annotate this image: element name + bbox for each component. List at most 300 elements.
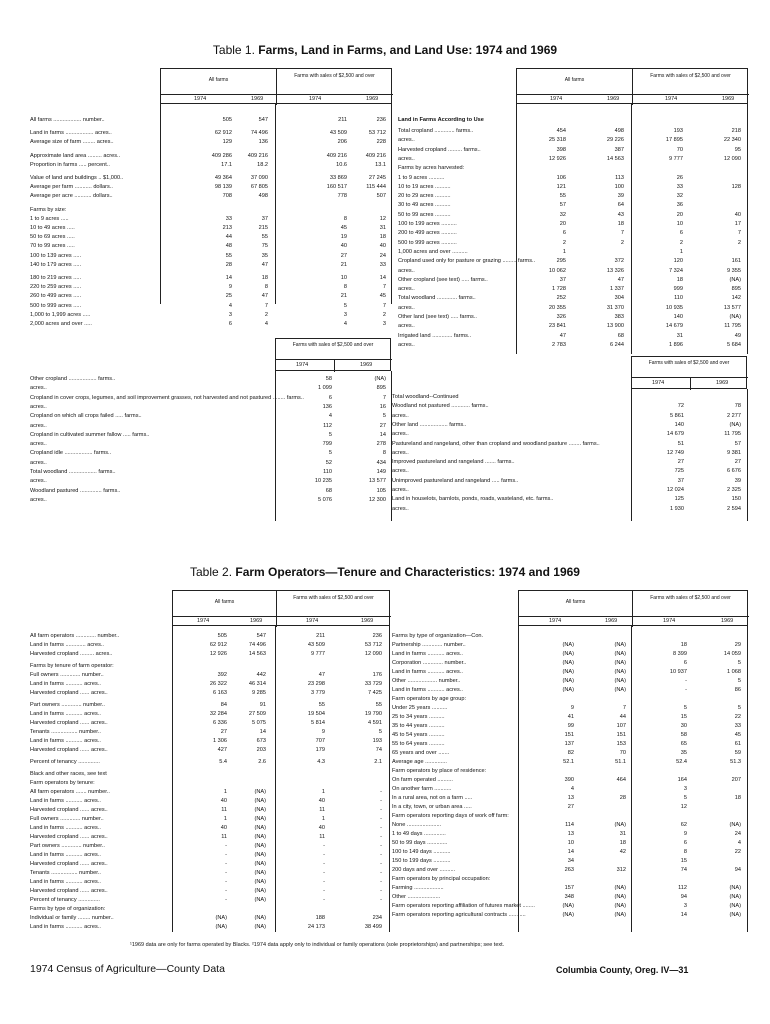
row-label: Part owners ............. number.. <box>30 843 105 849</box>
row-value: (NA) <box>562 651 574 657</box>
row-label: 35 to 44 years .......... <box>392 723 445 729</box>
row-value: 398 <box>556 146 566 153</box>
row-value: 427 <box>217 747 227 753</box>
row-value: 17 <box>734 221 741 227</box>
row-label: acres.. <box>392 505 409 512</box>
row-value: 10 937 <box>669 669 687 675</box>
row-value: 53 712 <box>368 130 386 137</box>
row-value: 59 <box>734 750 741 756</box>
row-label: Unimproved pastureland and rangeland ..... farms.. <box>392 477 519 484</box>
row-value: (NA) <box>562 678 574 684</box>
row-label: Land in farms ........... acres.. <box>30 681 101 687</box>
row-value: 5 <box>328 450 332 457</box>
row-value: 7 <box>737 230 741 237</box>
row-value: 10 <box>340 275 347 281</box>
row-label: Full owners ............. number.. <box>30 672 104 678</box>
row-label: Harvested cropland ...... acres.. <box>30 690 108 696</box>
row-label: acres.. <box>398 286 415 293</box>
row-value: 14 <box>567 849 574 855</box>
row-value: 15 <box>680 858 687 864</box>
row-value: - <box>225 843 227 849</box>
row-label: Farms by acres harvested: <box>398 165 465 172</box>
row-value: 27 <box>340 252 347 259</box>
row-value: 40 <box>379 243 386 250</box>
row-value: 29 <box>734 642 741 648</box>
row-value: 464 <box>616 777 626 783</box>
row-value: 149 <box>376 469 386 475</box>
row-label: Total cropland ............. farms.. <box>398 128 474 134</box>
row-value: - <box>225 897 227 903</box>
row-value: (NA) <box>562 903 574 909</box>
row-value: 14 <box>225 275 232 281</box>
row-value: 5 684 <box>727 341 741 348</box>
footer-publication: 1974 Census of Agriculture—County Data <box>30 963 225 975</box>
row-value: 37 <box>559 276 566 283</box>
row-label: Corporation ............. number.. <box>392 660 467 666</box>
row-label: 180 to 219 acres ..... <box>30 275 81 281</box>
header-all-farms: All farms <box>208 77 229 83</box>
row-value: 9 <box>321 729 325 735</box>
row-label: Cropland on which all crops failed ..... farms.. <box>30 413 142 420</box>
row-label: Total woodland .................. farms.. <box>30 469 116 475</box>
row-value: 5 <box>343 302 347 309</box>
row-label: 50 to 69 acres ..... <box>30 234 75 241</box>
row-value: 22 <box>734 714 741 720</box>
row-label: 100 to 199 acres .......... <box>398 221 457 227</box>
row-label: acres.. <box>392 431 409 438</box>
row-label: On farm operated .......... <box>392 777 453 783</box>
row-value: 31 <box>676 332 683 339</box>
row-value: 45 <box>734 732 741 738</box>
row-label: Harvested cropland ......... farms.. <box>398 146 481 153</box>
row-value: 13 <box>567 831 574 837</box>
row-value: - <box>380 789 382 795</box>
row-value: 67 805 <box>250 184 268 191</box>
row-label: acres.. <box>30 459 47 466</box>
row-value: 18 <box>680 642 687 648</box>
row-value: 45 <box>340 225 347 231</box>
row-value: (NA) <box>215 915 227 921</box>
row-value: 9 777 <box>311 651 325 657</box>
row-value: 1 896 <box>669 341 683 348</box>
row-value: 9 <box>228 284 232 291</box>
row-value: 49 <box>734 332 741 339</box>
row-value: 20 <box>676 211 683 218</box>
row-value: 707 <box>315 738 325 744</box>
row-value: 64 <box>617 202 624 209</box>
row-value: 5 <box>683 705 687 711</box>
row-value: 203 <box>256 747 266 753</box>
row-value: 8 <box>683 849 687 855</box>
row-value: 12 090 <box>723 155 741 162</box>
row-value: 99 <box>567 723 574 729</box>
row-value: 12 749 <box>666 449 684 456</box>
row-value: 507 <box>376 193 386 200</box>
row-value: 999 <box>673 286 683 293</box>
row-value: 52.1 <box>563 759 574 765</box>
row-value: 27 509 <box>248 711 266 717</box>
row-label: Land in farms ........... acres.. <box>30 924 101 930</box>
row-label: 20 to 29 acres .......... <box>398 193 451 200</box>
row-value: 2 <box>562 239 566 246</box>
row-value: 24 <box>379 252 386 259</box>
row-value: 5 <box>737 678 741 684</box>
row-value: (NA) <box>254 924 266 930</box>
row-value: 188 <box>315 915 325 921</box>
row-value: 32 <box>559 211 566 218</box>
row-value: 9 <box>683 831 687 837</box>
row-value: 68 <box>325 487 332 494</box>
row-label: 10 to 19 acres .......... <box>398 183 451 190</box>
row-label: In a rural area, not on a farm ..... <box>392 795 473 801</box>
row-value: 153 <box>616 741 626 747</box>
row-value: 6 <box>679 230 683 237</box>
row-value: 383 <box>614 314 624 320</box>
row-value: 120 <box>673 258 683 265</box>
row-value: 47 <box>617 276 624 283</box>
row-label: Proportion in farms ..... percent.. <box>30 161 110 168</box>
row-value: - <box>323 843 325 849</box>
row-label: Cropland idle .................. farms.. <box>30 450 112 457</box>
row-value: 52 <box>325 459 332 466</box>
row-value: 2.6 <box>258 759 266 765</box>
row-value: 3 <box>683 786 687 792</box>
row-label: acres.. <box>392 487 409 493</box>
row-value: 799 <box>322 441 332 448</box>
row-value: 43 <box>617 211 624 218</box>
row-label: 220 to 259 acres ..... <box>30 284 81 291</box>
row-value: 392 <box>217 672 227 678</box>
row-value: 498 <box>614 128 624 134</box>
row-value: 2 277 <box>727 412 741 419</box>
row-value: - <box>380 888 382 894</box>
row-value: 65 <box>680 741 687 747</box>
row-label: Approximate land area ......... acres.. <box>30 152 121 159</box>
row-value: 372 <box>614 258 624 265</box>
row-value: - <box>380 843 382 849</box>
row-value: 673 <box>256 738 266 744</box>
row-label: acres.. <box>392 449 409 456</box>
row-value: 47 <box>559 332 566 339</box>
row-value: (NA) <box>374 376 386 382</box>
row-value: 1 337 <box>610 286 624 293</box>
header-year: 1969 <box>251 96 264 102</box>
row-value: (NA) <box>562 669 574 675</box>
row-value: (NA) <box>614 642 626 648</box>
row-label: Tenants ................. number.. <box>30 729 101 735</box>
row-label: Cropland in cover crops, legumes, and soil improvement grasses, not harvested and not pastured ........ farms.. <box>30 394 304 401</box>
row-value: 44 <box>619 714 626 720</box>
row-value: 157 <box>564 885 574 891</box>
row-value: 140 <box>673 314 683 320</box>
row-value: 12 024 <box>666 487 684 493</box>
row-label: Average size of farm ........ acres.. <box>30 139 114 146</box>
row-value: 11 795 <box>724 431 741 438</box>
row-value: 19 <box>340 234 347 241</box>
row-value: (NA) <box>729 314 741 320</box>
row-value: 18 <box>617 221 624 227</box>
row-value: 409 216 <box>247 152 268 159</box>
row-value: (NA) <box>614 885 626 891</box>
row-label: Harvested cropland ...... acres.. <box>30 807 108 813</box>
row-value: 40 <box>318 825 325 831</box>
row-value: 213 <box>222 225 232 231</box>
row-label: Farms by type of organization—Con. <box>392 633 484 639</box>
row-value: 4.3 <box>317 759 325 765</box>
table1-left-header <box>160 68 392 104</box>
row-value: (NA) <box>254 861 266 867</box>
row-label: 260 to 499 acres ..... <box>30 293 81 300</box>
row-value: 29 226 <box>606 137 624 144</box>
row-label: Harvested cropland ...... acres.. <box>30 861 108 867</box>
row-value: 39 <box>734 477 741 484</box>
row-value: 129 <box>222 139 232 146</box>
row-value: 22 <box>734 849 741 855</box>
row-value: 128 <box>731 183 741 190</box>
table2-right-header: All farms Farms with sales of $2,500 and over 1974 1969 1974 1969 <box>518 590 748 626</box>
row-value: 55 <box>261 234 268 241</box>
row-value: 14 563 <box>248 651 266 657</box>
row-value: 12 300 <box>368 496 386 503</box>
row-label: 1 to 9 acres ..... <box>30 215 69 222</box>
row-value: 45 <box>379 293 386 300</box>
row-value: 42 <box>619 849 626 855</box>
row-label: 30 to 49 acres .......... <box>398 202 451 209</box>
row-label: Farm operators by tenure: <box>30 780 95 786</box>
row-label: Total woodland ............. farms.. <box>398 295 476 302</box>
row-label: Land in farms ........... acres.. <box>392 687 463 693</box>
row-value: - <box>323 879 325 885</box>
row-value: 22 340 <box>723 137 741 144</box>
row-label: Harvested cropland ...... acres.. <box>30 747 108 753</box>
row-value: - <box>685 687 687 693</box>
row-value: 5 861 <box>670 412 684 419</box>
row-value: 41 <box>567 714 574 720</box>
table1-lower-left-header: Farms with sales of $2,500 and over 1974 1969 <box>275 338 391 371</box>
row-value: 505 <box>217 633 227 639</box>
row-label: Average per farm ........... dollars.. <box>30 184 113 191</box>
row-value: 10.6 <box>336 161 347 168</box>
row-label: Value of land and buildings .. $1,000.. <box>30 175 124 181</box>
row-label: Farm operators by principal occupation: <box>392 876 491 882</box>
row-label: Percent of tenancy .............. <box>30 759 100 765</box>
row-label: Full owners ............. number.. <box>30 816 104 822</box>
row-label: Farm operators by place of residence: <box>392 768 487 774</box>
row-value: 3 <box>343 311 347 318</box>
row-value: - <box>225 852 227 858</box>
row-label: 100 to 149 days ........... <box>392 849 451 855</box>
row-value: 14 <box>379 431 386 438</box>
row-value: 86 <box>734 687 741 693</box>
row-value: 6 <box>683 840 687 846</box>
row-value: 4 <box>570 786 574 792</box>
row-value: 179 <box>315 747 325 753</box>
row-value: 68 <box>617 332 624 339</box>
row-value: 18 <box>379 234 386 241</box>
row-value: 2 594 <box>727 505 741 512</box>
row-value: 6 163 <box>213 690 227 696</box>
row-label: Land in farms ........... acres.. <box>30 879 101 885</box>
row-value: 58 <box>680 732 687 738</box>
row-value: 140 <box>674 421 684 428</box>
row-value: (NA) <box>614 912 626 918</box>
row-value: 12 <box>379 215 386 222</box>
row-value: 7 <box>622 705 626 711</box>
row-label: Farm operators reporting affiliation of futures market ........ <box>392 903 535 909</box>
row-value: - <box>380 870 382 876</box>
header-year: 1974 <box>194 96 207 102</box>
row-value: 8 399 <box>673 651 687 657</box>
row-label: acres.. <box>30 385 47 392</box>
row-value: 27 <box>220 729 227 735</box>
row-value: 28 <box>619 795 626 801</box>
row-label: Improved pastureland and rangeland ....... farms.. <box>392 459 515 466</box>
row-value: 19 504 <box>307 711 325 717</box>
row-label: Cropland used only for pasture or grazing ......... farms.. <box>398 258 536 265</box>
row-value: 12 090 <box>364 651 382 657</box>
row-value: 505 <box>222 117 232 123</box>
row-value: 6 <box>683 660 687 666</box>
row-value: 24 <box>734 831 741 837</box>
row-value: 21 <box>340 293 347 300</box>
row-value: - <box>323 870 325 876</box>
row-value: (NA) <box>254 807 266 813</box>
row-value: 31 370 <box>606 304 624 311</box>
row-value: - <box>323 861 325 867</box>
row-label: 50 to 99 acres .......... <box>398 211 451 218</box>
row-label: Total woodland--Continued <box>392 394 459 400</box>
row-value: 121 <box>556 183 566 190</box>
row-value: (NA) <box>729 903 741 909</box>
row-value: 547 <box>256 633 266 639</box>
row-value: 442 <box>256 672 266 678</box>
header-sales-farms: Farms with sales of $2,500 and over <box>294 73 375 79</box>
row-value: 207 <box>731 777 741 783</box>
row-value: 1 728 <box>552 286 566 293</box>
row-value: 7 <box>382 284 386 291</box>
row-value: (NA) <box>254 789 266 795</box>
row-value: 304 <box>614 295 624 302</box>
row-label: Harvested cropland ...... acres.. <box>30 720 108 726</box>
row-value: 38 499 <box>364 924 382 930</box>
row-value: 236 <box>372 633 382 639</box>
footnote: ¹1969 data are only for farms operated by Blacks. ²1974 data apply only to individual or family operations (sole proprietorships) and partnerships; see text. <box>130 942 505 948</box>
row-value: 4 <box>737 840 741 846</box>
row-value: 206 <box>337 139 347 146</box>
row-label: All farms .................. number.. <box>30 117 105 123</box>
row-label: Harvested cropland ......... acres.. <box>30 651 113 657</box>
row-value: 295 <box>556 258 566 265</box>
row-label: Farm operators by age group: <box>392 696 466 702</box>
row-label: acres.. <box>398 267 415 274</box>
row-label: Land in farms ........... acres.. <box>30 738 101 744</box>
row-value: 137 <box>564 741 574 747</box>
row-label: 200 to 499 acres .......... <box>398 230 457 237</box>
row-label: acres.. <box>398 304 415 311</box>
row-value: 40 <box>220 825 227 831</box>
row-value: 1 930 <box>670 505 684 512</box>
row-label: acres.. <box>30 478 47 485</box>
row-value: 18 <box>619 840 626 846</box>
row-value: 14 679 <box>666 431 684 438</box>
row-value: 27 <box>379 422 386 429</box>
row-value: 20 <box>559 221 566 227</box>
row-label: Land in farms ........... acres.. <box>392 651 463 657</box>
row-label: Land in farms ............. acres.. <box>30 642 104 648</box>
row-value: (NA) <box>614 687 626 693</box>
row-value: 95 <box>734 146 741 153</box>
row-label: acres.. <box>398 341 415 348</box>
row-value: - <box>323 897 325 903</box>
row-value: 19 790 <box>364 711 382 717</box>
row-value: 113 <box>615 174 624 181</box>
row-value: 12 <box>680 804 687 810</box>
row-value: 2 <box>737 239 741 246</box>
row-value: 33 729 <box>364 681 382 687</box>
row-value: 10 235 <box>314 478 332 485</box>
header-sales-farms: Farms with sales of $2,500 and over <box>650 73 731 79</box>
row-value: 9 285 <box>252 690 266 696</box>
row-value: 58 <box>325 376 332 382</box>
row-value: 25 318 <box>548 137 566 144</box>
row-label: 55 to 64 years .......... <box>392 741 445 747</box>
row-value: 6 <box>228 321 232 327</box>
row-value: 2 <box>264 311 268 318</box>
row-value: 151 <box>564 732 574 738</box>
row-label: 1 to 9 acres .......... <box>398 174 445 181</box>
row-label: Land in houselots, barnlots, ponds, roads, wasteland, etc. farms.. <box>392 496 554 503</box>
row-value: (NA) <box>215 924 227 930</box>
row-value: 4 <box>328 413 332 420</box>
row-value: 47 <box>261 293 268 300</box>
row-value: 24 173 <box>307 924 325 930</box>
row-value: 390 <box>564 777 574 783</box>
row-value: (NA) <box>254 888 266 894</box>
row-label: acres.. <box>398 323 415 330</box>
row-value: 6 <box>562 230 566 237</box>
row-label: Average age .............. <box>392 759 447 765</box>
row-value: 43 509 <box>307 642 325 648</box>
row-value: 409 216 <box>365 152 386 159</box>
row-value: (NA) <box>614 822 626 828</box>
row-value: 70 <box>619 750 626 756</box>
row-value: 125 <box>674 496 684 503</box>
row-value: 409 216 <box>326 152 347 159</box>
row-value: 35 <box>680 750 687 756</box>
row-value: 94 <box>734 867 741 873</box>
row-value: 5 <box>737 705 741 711</box>
row-value: 13 577 <box>723 304 741 311</box>
row-value: 33 <box>379 261 386 268</box>
row-label: 1 to 49 days .............. <box>392 831 446 837</box>
row-value: 160 517 <box>326 184 347 191</box>
row-label: Black and other races, see text <box>30 771 107 777</box>
row-value: - <box>380 897 382 903</box>
row-value: 82 <box>567 750 574 756</box>
row-label: 2,000 acres and over ..... <box>30 321 92 327</box>
row-value: 9 <box>570 705 574 711</box>
row-value: 5.4 <box>219 759 227 765</box>
row-label: Part owners ............. number.. <box>30 702 105 708</box>
row-value: 40 <box>340 243 347 250</box>
row-value: 62 912 <box>209 642 227 648</box>
row-value: (NA) <box>729 276 741 283</box>
row-value: 14 059 <box>723 651 741 657</box>
row-value: 74 496 <box>250 130 268 137</box>
row-label: Individual or family ........ number.. <box>30 915 114 921</box>
row-label: 45 to 54 years .......... <box>392 732 445 738</box>
row-label: Other ..................... <box>392 894 441 900</box>
